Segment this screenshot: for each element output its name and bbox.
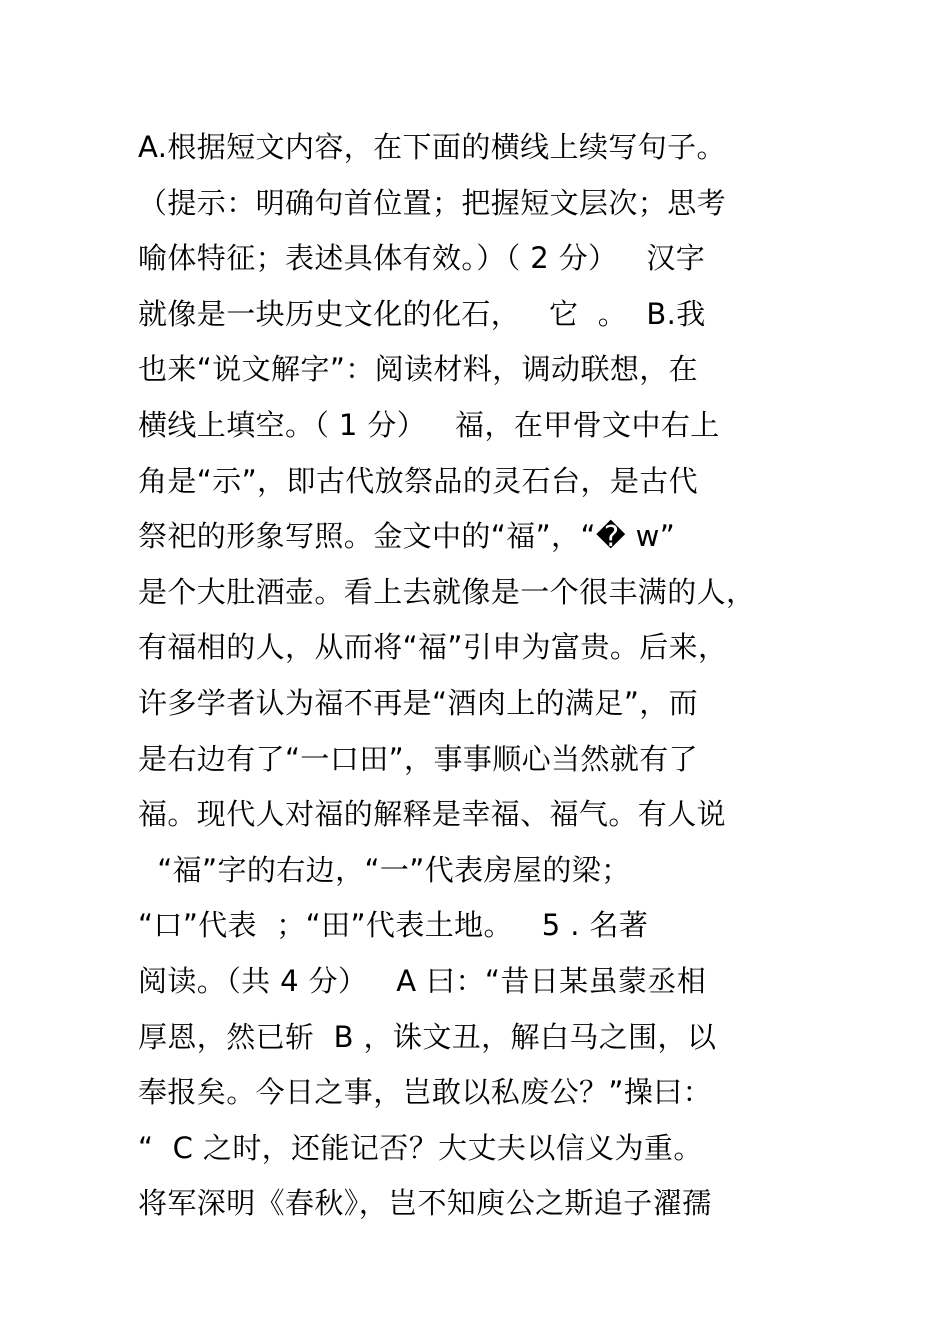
text-line-6: 横线上填空。（ 1 分） 福，在甲骨文中右上: [138, 407, 720, 442]
text-line-1: A.根据短文内容，在下面的横线上续写句子。: [138, 130, 726, 164]
text-line-14: “福”字的右边，“一”代表房屋的梁；: [138, 852, 631, 887]
text-line-15: “口”代表 ；“田”代表土地。 5 . 名著: [138, 908, 649, 943]
text-line-11: 许多学者认为福不再是“酒肉上的满足”，而: [138, 685, 699, 720]
text-line-8: 祭祀的形象写照。金文中的“福”，“� w”: [138, 519, 676, 554]
text-line-12: 是右边有了“一口田”，事事顺心当然就有了: [138, 741, 699, 776]
text-line-17: 厚恩，然已斩 B ，诛文丑，解白马之围，以: [138, 1019, 717, 1054]
body-text: [138, 120, 838, 1232]
text-line-20: 将军深明《春秋》，岂不知庾公之斯追子濯孺: [138, 1186, 712, 1221]
text-line-18: 奉报矣。今日之事，岂敢以私废公？”操曰：: [138, 1075, 713, 1110]
text-line-5: 也来“说文解字”：阅读材料，调动联想，在: [138, 352, 699, 387]
text-line-2: （提示：明确句首位置；把握短文层次；思考: [138, 185, 727, 220]
text-line-4: 就像是一块历史文化的化石， 它 。 B.我: [138, 296, 706, 331]
text-line-16: 阅读。（共 4 分） A 曰：“昔日某虽蒙丞相: [138, 963, 707, 998]
text-line-7: 角是“示”，即古代放祭品的灵石台，是古代: [138, 463, 699, 498]
text-line-10: 有福相的人，从而将“福”引申为富贵。后来，: [138, 630, 728, 665]
text-line-3: 喻体特征；表述具体有效。）（ 2 分） 汉字: [138, 241, 706, 276]
text-line-13: 福。现代人对福的解释是幸福、福气。有人说: [138, 797, 727, 832]
text-line-19: “ C 之时，还能记否？大丈夫以信义为重。: [138, 1130, 703, 1165]
text-line-9: 是个大肚酒壶。看上去就像是一个很丰满的人，: [138, 574, 756, 609]
